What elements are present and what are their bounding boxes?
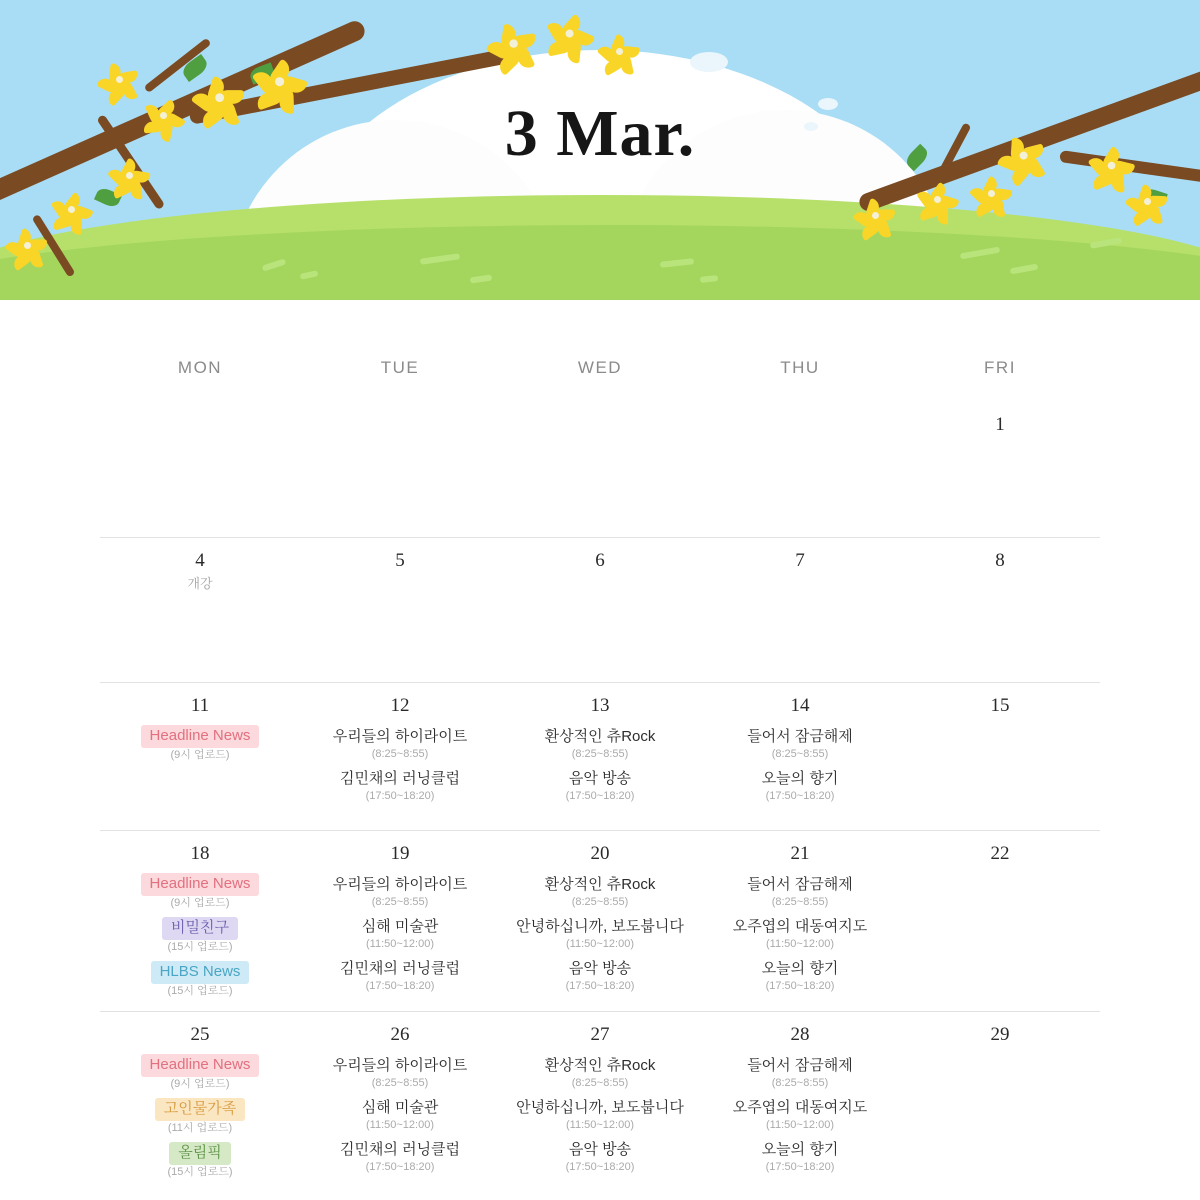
program-entry[interactable] bbox=[704, 875, 896, 909]
program-entry[interactable] bbox=[304, 917, 496, 951]
day-number: 4 bbox=[195, 549, 205, 571]
program-time: (17:50~18:20) bbox=[765, 1160, 835, 1173]
upload-time: (9시 업로드) bbox=[170, 896, 230, 909]
program-time: (8:25~8:55) bbox=[571, 895, 629, 908]
program-time: (17:50~18:20) bbox=[565, 1160, 635, 1173]
status-badge: HLBS News bbox=[151, 961, 250, 984]
day-number: 7 bbox=[795, 549, 805, 571]
calendar-day-cell[interactable] bbox=[700, 402, 900, 537]
weekday-header-wed: WED bbox=[577, 358, 623, 377]
program-entry[interactable] bbox=[504, 875, 696, 909]
day-number: 5 bbox=[395, 549, 405, 571]
calendar-day-cell[interactable] bbox=[300, 537, 500, 682]
calendar-day-cell[interactable] bbox=[500, 1011, 700, 1192]
program-title: 음악 방송 bbox=[568, 959, 632, 977]
calendar-day-cell[interactable] bbox=[900, 830, 1100, 1011]
calendar-day-cell[interactable] bbox=[500, 830, 700, 1011]
program-entry[interactable] bbox=[704, 1140, 896, 1174]
program-entry[interactable] bbox=[304, 769, 496, 803]
forsythia-flower-icon bbox=[485, 15, 540, 70]
program-entry[interactable] bbox=[504, 1098, 696, 1132]
upload-time: (9시 업로드) bbox=[170, 748, 230, 761]
program-entry[interactable] bbox=[304, 959, 496, 993]
program-title: 음악 방송 bbox=[568, 1140, 632, 1158]
program-entry[interactable] bbox=[304, 875, 496, 909]
calendar-day-cell[interactable] bbox=[900, 682, 1100, 830]
program-title: 안녕하십니까, 보도붑니다 bbox=[516, 1098, 684, 1116]
calendar-day-cell[interactable] bbox=[500, 537, 700, 682]
program-entry[interactable] bbox=[704, 727, 896, 761]
program-entry[interactable] bbox=[304, 1140, 496, 1174]
calendar-day-cell[interactable] bbox=[300, 402, 500, 537]
upload-time: (15시 업로드) bbox=[167, 984, 233, 997]
calendar-week-row bbox=[100, 537, 1100, 682]
calendar-week-row bbox=[100, 402, 1100, 537]
program-title: 심해 미술관 bbox=[361, 1098, 439, 1116]
day-number: 26 bbox=[390, 1023, 410, 1045]
program-title: 오주엽의 대동여지도 bbox=[732, 1098, 868, 1116]
program-entry[interactable] bbox=[304, 727, 496, 761]
cloud-dot-icon bbox=[690, 52, 728, 72]
forsythia-flower-icon bbox=[596, 28, 642, 74]
upload-entry[interactable] bbox=[104, 917, 296, 955]
program-time: (11:50~12:00) bbox=[566, 937, 634, 950]
program-time: (8:25~8:55) bbox=[771, 895, 829, 908]
program-time: (11:50~12:00) bbox=[766, 937, 834, 950]
program-entry[interactable] bbox=[504, 959, 696, 993]
forsythia-flower-icon bbox=[914, 176, 960, 222]
day-number: 14 bbox=[790, 694, 810, 716]
day-number: 19 bbox=[390, 842, 410, 864]
program-title: 환상적인 츄Rock bbox=[544, 1056, 656, 1074]
program-entry[interactable] bbox=[504, 1140, 696, 1174]
program-entry[interactable] bbox=[504, 917, 696, 951]
program-title: 들어서 잠금해제 bbox=[747, 875, 853, 893]
program-time: (8:25~8:55) bbox=[371, 1076, 429, 1089]
program-title: 들어서 잠금해제 bbox=[747, 727, 853, 745]
upload-entry[interactable] bbox=[104, 961, 296, 999]
calendar-week-row bbox=[100, 682, 1100, 830]
status-badge: Headline News bbox=[141, 725, 260, 748]
program-entry[interactable] bbox=[304, 1056, 496, 1090]
upload-time: (9시 업로드) bbox=[170, 1077, 230, 1090]
program-entry[interactable] bbox=[704, 917, 896, 951]
program-time: (11:50~12:00) bbox=[566, 1118, 634, 1131]
forsythia-flower-icon bbox=[1124, 178, 1170, 224]
calendar-body bbox=[100, 402, 1100, 1192]
calendar-day-cell[interactable] bbox=[500, 682, 700, 830]
day-number: 21 bbox=[790, 842, 810, 864]
calendar-day-cell[interactable] bbox=[300, 682, 500, 830]
forsythia-flower-icon bbox=[48, 186, 94, 232]
upload-time: (15시 업로드) bbox=[167, 940, 233, 953]
program-time: (8:25~8:55) bbox=[771, 747, 829, 760]
upload-entry[interactable] bbox=[104, 725, 296, 763]
program-time: (17:50~18:20) bbox=[565, 979, 635, 992]
day-number: 27 bbox=[590, 1023, 610, 1045]
program-title: 오늘의 향기 bbox=[761, 1140, 839, 1158]
program-time: (8:25~8:55) bbox=[771, 1076, 829, 1089]
calendar-day-cell[interactable] bbox=[700, 1011, 900, 1192]
calendar-day-cell[interactable] bbox=[900, 402, 1100, 537]
calendar-day-cell[interactable] bbox=[100, 830, 300, 1011]
day-number: 6 bbox=[595, 549, 605, 571]
day-number: 20 bbox=[590, 842, 610, 864]
program-title: 심해 미술관 bbox=[361, 917, 439, 935]
upload-entry[interactable] bbox=[104, 873, 296, 911]
calendar-day-cell[interactable] bbox=[100, 402, 300, 537]
program-time: (11:50~12:00) bbox=[366, 937, 434, 950]
calendar-day-cell[interactable] bbox=[100, 537, 300, 682]
program-time: (17:50~18:20) bbox=[365, 1160, 435, 1173]
weekday-header-thu: THU bbox=[780, 358, 820, 377]
calendar-day-cell[interactable] bbox=[300, 1011, 500, 1192]
day-number: 18 bbox=[190, 842, 210, 864]
calendar-day-cell[interactable] bbox=[700, 682, 900, 830]
calendar-day-cell[interactable] bbox=[500, 402, 700, 537]
calendar-week-row bbox=[100, 830, 1100, 1011]
day-number: 25 bbox=[190, 1023, 210, 1045]
day-number: 1 bbox=[995, 414, 1005, 435]
forsythia-flower-icon bbox=[852, 192, 898, 238]
status-badge: Headline News bbox=[141, 873, 260, 896]
day-number: 8 bbox=[995, 549, 1005, 571]
upload-time: (15시 업로드) bbox=[167, 1165, 233, 1178]
program-title: 우리들의 하이라이트 bbox=[332, 727, 468, 745]
day-number: 29 bbox=[990, 1023, 1010, 1045]
program-time: (17:50~18:20) bbox=[565, 789, 635, 802]
program-entry[interactable] bbox=[504, 1056, 696, 1090]
program-title: 들어서 잠금해제 bbox=[747, 1056, 853, 1074]
calendar-day-cell[interactable] bbox=[900, 537, 1100, 682]
calendar bbox=[0, 300, 1200, 1192]
upload-time: (11시 업로드) bbox=[167, 1121, 233, 1134]
program-title: 우리들의 하이라이트 bbox=[332, 875, 468, 893]
calendar-day-cell[interactable] bbox=[900, 1011, 1100, 1192]
program-entry[interactable] bbox=[504, 769, 696, 803]
day-number: 13 bbox=[590, 694, 610, 716]
program-title: 음악 방송 bbox=[568, 769, 632, 787]
calendar-table bbox=[100, 300, 1100, 1192]
page-title: 3 Mar. bbox=[504, 97, 696, 170]
calendar-day-cell[interactable] bbox=[100, 1011, 300, 1192]
upload-entry[interactable] bbox=[104, 1054, 296, 1092]
program-title: 안녕하십니까, 보도붑니다 bbox=[516, 917, 684, 935]
program-title: 김민채의 러닝클럽 bbox=[339, 1140, 461, 1158]
hero-banner bbox=[0, 0, 1200, 300]
program-title: 우리들의 하이라이트 bbox=[332, 1056, 468, 1074]
program-entry[interactable] bbox=[704, 769, 896, 803]
program-time: (17:50~18:20) bbox=[765, 789, 835, 802]
status-badge: 올림픽 bbox=[169, 1142, 230, 1165]
weekday-header-fri: FRI bbox=[984, 358, 1016, 377]
program-title: 오주엽의 대동여지도 bbox=[732, 917, 868, 935]
program-title: 환상적인 츄Rock bbox=[544, 875, 656, 893]
program-time: (8:25~8:55) bbox=[571, 1076, 629, 1089]
calendar-day-cell[interactable] bbox=[700, 537, 900, 682]
program-time: (17:50~18:20) bbox=[765, 979, 835, 992]
program-time: (11:50~12:00) bbox=[766, 1118, 834, 1131]
calendar-day-cell[interactable] bbox=[100, 682, 300, 830]
forsythia-flower-icon bbox=[4, 222, 50, 268]
program-title: 김민채의 러닝클럽 bbox=[339, 769, 461, 787]
day-number: 15 bbox=[990, 694, 1010, 716]
day-number: 22 bbox=[990, 842, 1010, 864]
program-time: (11:50~12:00) bbox=[366, 1118, 434, 1131]
program-time: (8:25~8:55) bbox=[371, 747, 429, 760]
program-entry[interactable] bbox=[704, 959, 896, 993]
program-title: 환상적인 츄Rock bbox=[544, 727, 656, 745]
upload-entry[interactable] bbox=[104, 1142, 296, 1180]
calendar-week-row bbox=[100, 1011, 1100, 1192]
calendar-day-cell[interactable] bbox=[300, 830, 500, 1011]
status-badge: 고인물가족 bbox=[155, 1098, 245, 1121]
day-note: 개강 bbox=[187, 575, 213, 591]
program-entry[interactable] bbox=[504, 727, 696, 761]
weekday-header-mon: MON bbox=[177, 358, 223, 377]
status-badge: Headline News bbox=[141, 1054, 260, 1077]
program-title: 오늘의 향기 bbox=[761, 769, 839, 787]
status-badge: 비밀친구 bbox=[162, 917, 238, 940]
program-time: (17:50~18:20) bbox=[365, 979, 435, 992]
program-entry[interactable] bbox=[704, 1098, 896, 1132]
program-time: (8:25~8:55) bbox=[571, 747, 629, 760]
forsythia-flower-icon bbox=[543, 7, 596, 60]
calendar-day-cell[interactable] bbox=[700, 830, 900, 1011]
program-time: (8:25~8:55) bbox=[371, 895, 429, 908]
day-number: 28 bbox=[790, 1023, 810, 1045]
program-time: (17:50~18:20) bbox=[365, 789, 435, 802]
program-title: 김민채의 러닝클럽 bbox=[339, 959, 461, 977]
calendar-header-row bbox=[100, 300, 1100, 402]
day-number: 12 bbox=[390, 694, 410, 716]
upload-entry[interactable] bbox=[104, 1098, 296, 1136]
day-number: 11 bbox=[190, 694, 210, 716]
program-title: 오늘의 향기 bbox=[761, 959, 839, 977]
weekday-header-tue: TUE bbox=[380, 358, 420, 377]
program-entry[interactable] bbox=[304, 1098, 496, 1132]
program-entry[interactable] bbox=[704, 1056, 896, 1090]
